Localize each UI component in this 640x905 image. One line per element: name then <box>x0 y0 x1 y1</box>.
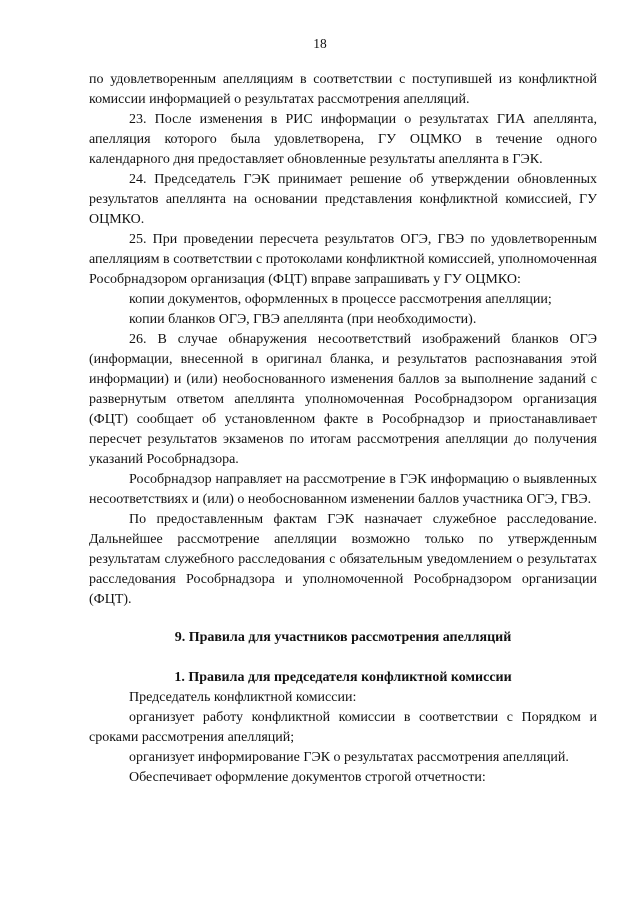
paragraph-continuation: по удовлетворенным апелляциям в соответствии с поступившей из конфликтной комиссии информацией о результатах рассмотрения апелляций. <box>89 72 597 107</box>
paragraph-26-rosobrnadzor: Рособрнадзор направляет на рассмотрение в ГЭК информацию о выявленных несоответствиях и (или) о необоснованном изменении баллов участника ОГЭ, ГВЭ. <box>89 472 597 507</box>
page-number: 18 <box>313 36 327 51</box>
section-title: 9. Правила для участников рассмотрения апелляций <box>174 630 512 645</box>
paragraph-25-item-forms: копии бланков ОГЭ, ГВЭ апеллянта (при необходимости). <box>129 312 477 327</box>
document-body <box>89 70 597 788</box>
paragraph-chair-organizes-work: организует работу конфликтной комиссии в соответствии с Порядком и сроками рассмотрения апелляций; <box>89 710 597 745</box>
paragraph-26: 26. В случае обнаружения несоответствий изображений бланков ОГЭ (информации, внесенной в оригинал бланка, и результатов распознавания этой информации) и (или) необоснованного изменения баллов за выполнение заданий с развернутым ответом апеллянта уполномоченная Рособрнадзором организация (ФЦТ) сообщает об установленном факте в Рособрнадзор и приостанавливает пересчет результатов экзаменов по итогам рассмотрения апелляции до получения указаний Рособрнадзора. <box>89 332 597 467</box>
paragraph-chair-documents: Обеспечивает оформление документов строгой отчетности: <box>129 770 486 785</box>
subsection-title: 1. Правила для председателя конфликтной комиссии <box>174 670 512 685</box>
paragraph-chair-intro: Председатель конфликтной комиссии: <box>129 690 357 705</box>
paragraph-chair-informs: организует информирование ГЭК о результатах рассмотрения апелляций. <box>129 750 569 765</box>
paragraph-25: 25. При проведении пересчета результатов ОГЭ, ГВЭ по удовлетворенным апелляциям в соответствии с протоколами конфликтной комиссией, уполномоченная Рособрнадзором организация (ФЦТ) вправе запрашивать у ГУ ОЦМКО: <box>89 232 597 287</box>
paragraph-26-investigation: По предоставленным фактам ГЭК назначает служебное расследование. Дальнейшее рассмотрение апелляции возможно только по утвержденным результатам служебного расследования с обязательным уведомлением о результатах расследования Рособрнадзора и уполномоченной Рособрнадзором организации (ФЦТ). <box>89 512 597 607</box>
paragraph-23: 23. После изменения в РИС информации о результатах ГИА апеллянта, апелляция которого была удовлетворена, ГУ ОЦМКО в течение одного календарного дня предоставляет обновленные результаты апеллянта в ГЭК. <box>89 112 597 167</box>
paragraph-25-item-documents: копии документов, оформленных в процессе рассмотрения апелляции; <box>129 292 552 307</box>
paragraph-24: 24. Председатель ГЭК принимает решение об утверждении обновленных результатов апеллянта на основании представления конфликтной комиссией, ГУ ОЦМКО. <box>89 172 597 227</box>
